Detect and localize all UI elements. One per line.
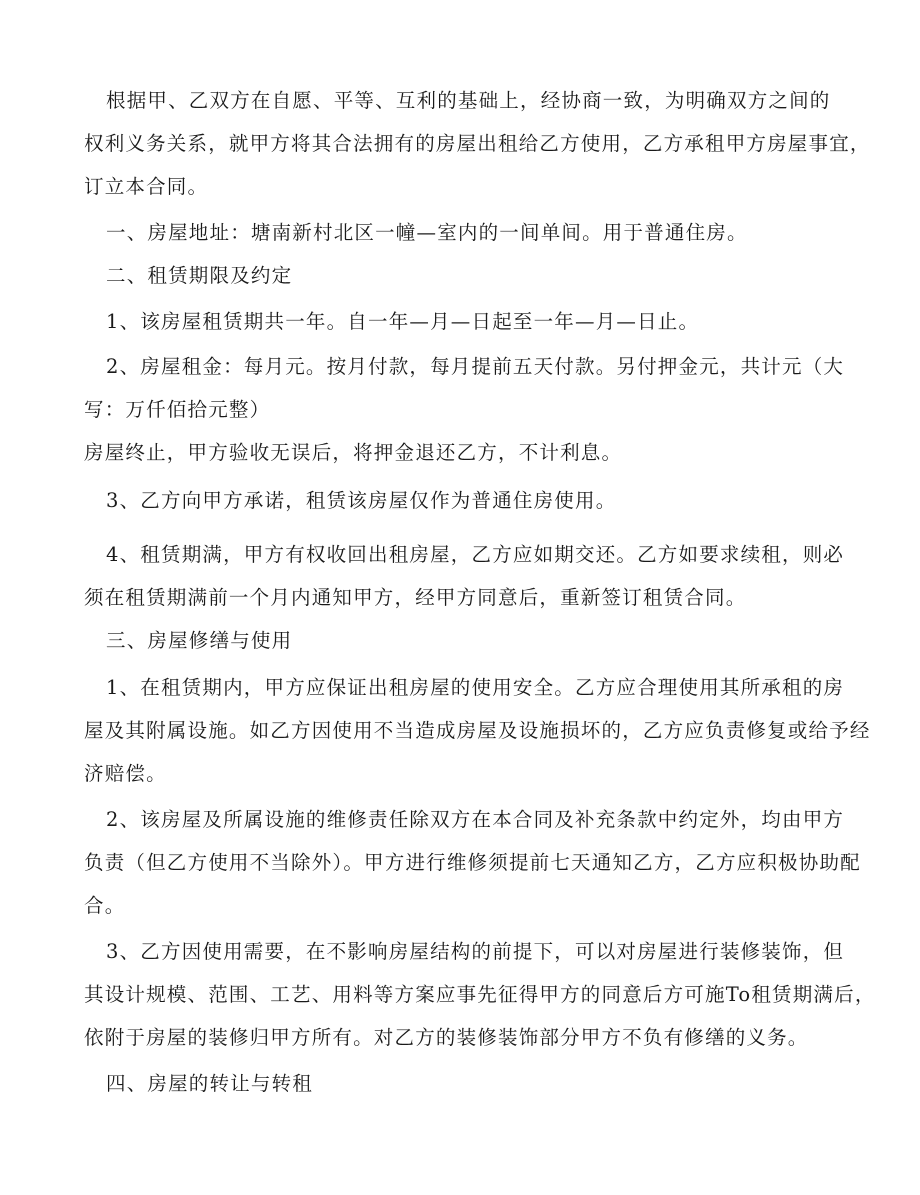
text-line: 4、租赁期满，甲方有权收回出租房屋，乙方应如期交还。乙方如要求续租，则必 [106,543,845,566]
text-line: 济赔偿。 [84,762,167,785]
text-line: 三、房屋修缮与使用 [106,629,293,652]
text-line: 须在租赁期满前一个月内通知甲方，经甲方同意后，重新签订租赁合同。 [84,586,747,609]
text-line: 二、租赁期限及约定 [106,264,293,287]
text-line: 3、乙方向甲方承诺，租赁该房屋仅作为普通住房使用。 [106,489,617,512]
clause-3-1 [84,666,871,795]
clause-deposit-return [84,431,864,474]
text-line: 依附于房屋的装修归甲方所有。对乙方的装修装饰部分甲方不负有修缮的义务。 [84,1026,809,1049]
clause-3-3 [84,930,876,1059]
section-heading-lease-term [84,254,864,297]
text-line: 2、房屋租金：每月元。按月付款，每月提前五天付款。另付押金元，共计元（大 [106,355,845,378]
paragraph-preamble [84,79,871,208]
text-line: 订立本合同。 [84,175,209,198]
text-line: 1、在租赁期内，甲方应保证出租房屋的使用安全。乙方应合理使用其所承租的房 [106,676,845,699]
text-line: 屋及其附属设施。如乙方因使用不当造成房屋及设施损坏的，乙方应负责修复或给予经 [84,719,871,742]
clause-2-2 [84,345,864,431]
text-line: 负责（但乙方使用不当除外）。甲方进行维修须提前七天通知乙方，乙方应积极协助配 [84,851,861,874]
section-heading-transfer [84,1062,864,1105]
text-line: 写：万仟佰拾元整） [84,398,271,421]
clause-3-2 [84,798,864,927]
text-line: 合。 [84,894,126,917]
text-line: 根据甲、乙双方在自愿、平等、互利的基础上，经协商一致，为明确双方之间的 [106,89,831,112]
clause-2-4 [84,533,864,619]
text-line: 一、房屋地址：塘南新村北区一幢—室内的一间单间。用于普通住房。 [106,221,748,244]
text-line: 1、该房屋租赁期共一年。自一年—月—日起至一年—月—日止。 [106,310,700,333]
section-heading-repair [84,619,864,662]
text-line: 四、房屋的转让与转租 [106,1072,314,1095]
text-line: 2、该房屋及所属设施的维修责任除双方在本合同及补充条款中约定外，均由甲方 [106,808,845,831]
clause-2-3 [84,479,864,522]
text-line: 权利义务关系，就甲方将其合法拥有的房屋出租给乙方使用，乙方承租甲方房屋事宜， [84,132,871,155]
text-line: 3、乙方因使用需要，在不影响房屋结构的前提下，可以对房屋进行装修装饰，但 [106,940,845,963]
text-line: 其设计规模、范围、工艺、用料等方案应事先征得甲方的同意后方可施To租赁期满后， [84,983,876,1006]
clause-2-1 [84,300,864,343]
text-line: 房屋终止，甲方验收无误后，将押金退还乙方，不计利息。 [84,441,623,464]
section-heading-address [84,211,864,254]
